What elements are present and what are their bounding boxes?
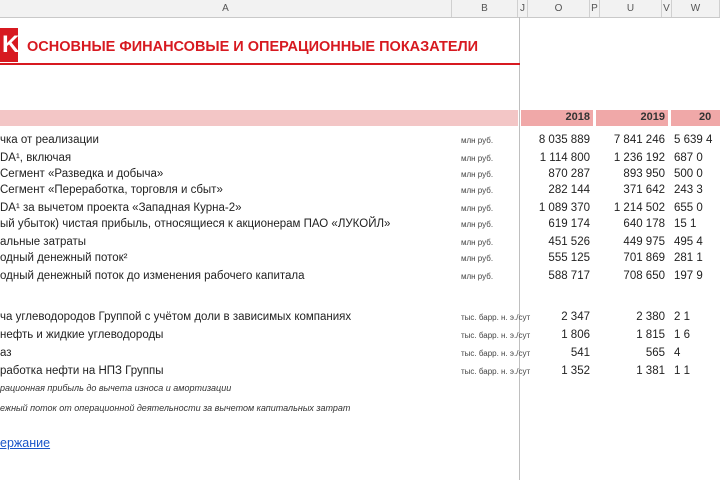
row-unit: тыс. барр. н. э./сут [461,331,531,340]
footnote-1: рационная прибыль до вычета износа и амортизации [0,383,232,393]
value-2020: 655 0 [674,202,703,214]
row-unit: млн руб. [461,154,494,163]
row-label: чка от реализации [0,134,99,146]
table-row[interactable] [0,200,720,217]
value-2020: 4 [674,347,681,359]
value-2020: 243 3 [674,184,703,196]
row-unit: тыс. барр. н. э./сут [461,367,531,376]
value-2018: 619 174 [548,218,590,230]
column-header-bar [0,0,720,18]
row-unit: млн руб. [461,136,494,145]
value-2020: 500 0 [674,168,703,180]
value-2018: 870 287 [548,168,590,180]
value-2020: 197 9 [674,270,703,282]
value-2019: 7 841 246 [613,134,665,146]
table-row[interactable] [0,309,720,326]
row-unit: млн руб. [461,220,494,229]
row-label: работка нефти на НПЗ Группы [0,365,164,377]
column-header-w[interactable]: W [672,0,720,17]
column-header-a[interactable]: A [0,0,452,17]
row-unit: млн руб. [461,170,494,179]
value-2020: 281 1 [674,252,703,264]
value-2019: 708 650 [623,270,665,282]
row-unit: млн руб. [461,204,494,213]
row-label: одный денежный поток² [0,252,128,264]
table-row[interactable] [0,166,720,183]
value-2019: 701 869 [623,252,665,264]
row-unit: млн руб. [461,272,494,281]
row-unit: тыс. барр. н. э./сут [461,349,531,358]
table-row[interactable] [0,216,720,233]
row-label: нефть и жидкие углеводороды [0,329,164,341]
value-2018: 588 717 [548,270,590,282]
value-2018: 8 035 889 [538,134,590,146]
value-2018: 1 352 [561,365,590,377]
column-header-b[interactable]: B [452,0,518,17]
column-header-p[interactable]: P [590,0,600,17]
year-band-2020 [671,110,720,126]
value-2018: 451 526 [548,236,590,248]
row-label: альные затраты [0,236,87,248]
header-band [0,110,518,126]
value-2018: 541 [570,347,590,359]
value-2018: 1 806 [561,329,590,341]
year-2018: 2018 [565,111,590,123]
title-underline [0,63,520,65]
value-2019: 893 950 [623,168,665,180]
value-2019: 640 178 [623,218,665,230]
row-unit: тыс. барр. н. э./сут [461,313,531,322]
value-2020: 1 6 [674,329,690,341]
row-label: Сегмент «Разведка и добыча» [0,168,164,180]
value-2020: 495 4 [674,236,703,248]
table-row[interactable] [0,150,720,167]
row-unit: млн руб. [461,186,494,195]
value-2018: 1 114 800 [539,152,590,164]
row-label: DA¹, включая [0,152,72,164]
table-row[interactable] [0,132,720,149]
table-row[interactable] [0,345,720,362]
value-2019: 1 815 [636,329,665,341]
column-header-v[interactable]: V [662,0,672,17]
row-label: DA¹ за вычетом проекта «Западная Курна-2» [0,202,242,214]
logo-glyph: K [2,31,20,58]
year-2019: 2019 [640,111,665,123]
year-2020: 20 [699,111,712,123]
value-2018: 1 089 370 [538,202,590,214]
column-header-o[interactable]: O [528,0,590,17]
sheet-title: ОСНОВНЫЕ ФИНАНСОВЫЕ И ОПЕРАЦИОННЫЕ ПОКАЗАТЕЛИ [27,39,479,55]
value-2018: 282 144 [548,184,590,196]
value-2020: 2 1 [674,311,690,323]
table-row[interactable] [0,363,720,380]
value-2020: 687 0 [674,152,703,164]
row-label: Сегмент «Переработка, торговля и сбыт» [0,184,223,196]
value-2019: 1 381 [636,365,665,377]
row-label: ый убыток) чистая прибыль, относящиеся к акционерам ПАО «ЛУКОЙЛ» [0,218,391,230]
row-unit: млн руб. [461,254,494,263]
row-label: ча углеводородов Группой с учётом доли в зависимых компаниях [0,311,352,323]
footnote-2: ежный поток от операционной деятельности за вычетом капитальных затрат [0,403,351,413]
row-unit: млн руб. [461,238,494,247]
value-2020: 15 1 [674,218,697,230]
value-2019: 449 975 [623,236,665,248]
value-2020: 5 639 4 [674,134,713,146]
value-2019: 565 [645,347,665,359]
value-2019: 1 214 502 [613,202,665,214]
table-row[interactable] [0,182,720,199]
contents-link[interactable]: ержание [0,436,51,450]
column-header-u[interactable]: U [600,0,662,17]
value-2020: 1 1 [674,365,690,377]
row-label: аз [0,347,12,359]
value-2019: 371 642 [623,184,665,196]
column-header-j[interactable]: J [518,0,528,17]
table-row[interactable] [0,268,720,285]
table-row[interactable] [0,250,720,267]
row-label: одный денежный поток до изменения рабочего капитала [0,270,305,282]
value-2019: 1 236 192 [613,152,665,164]
table-row[interactable] [0,327,720,344]
value-2019: 2 380 [636,311,665,323]
table-row[interactable] [0,234,720,251]
value-2018: 555 125 [548,252,590,264]
lukoil-logo [0,28,18,62]
value-2018: 2 347 [561,311,590,323]
